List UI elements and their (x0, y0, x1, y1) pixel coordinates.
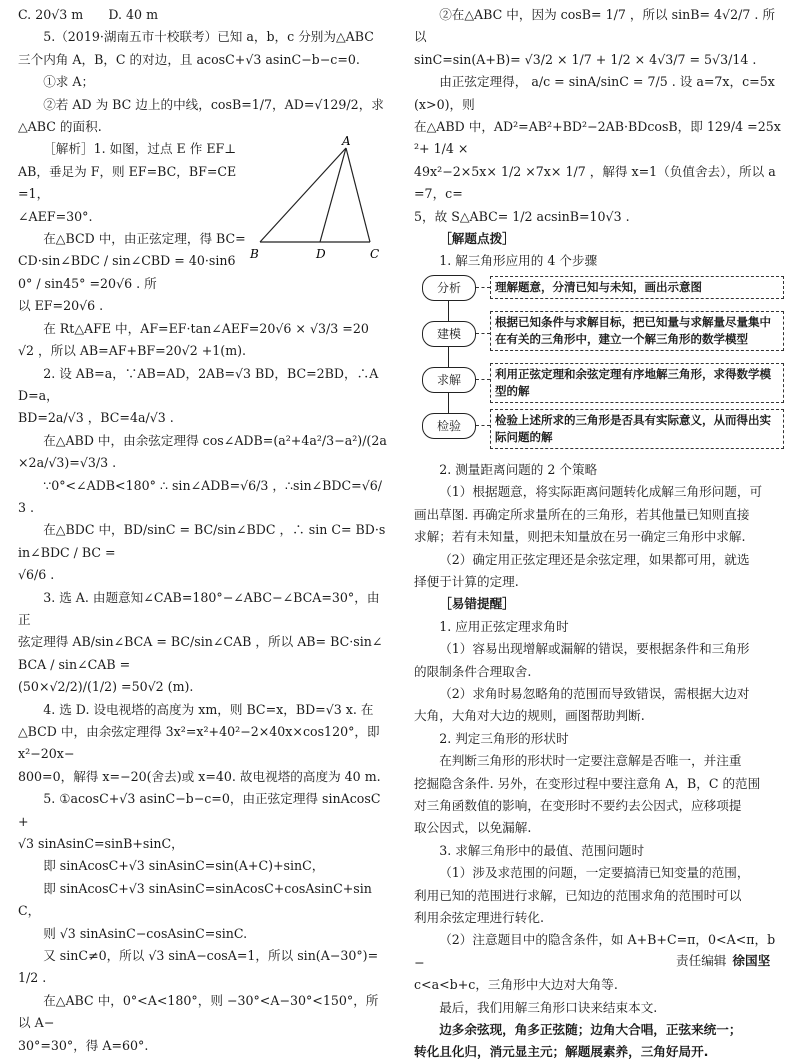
flow-link-1 (476, 287, 490, 288)
flow-box-verify: 检验上述所求的三角形是否具有实际意义，从而得出实际问题的解 (490, 409, 784, 449)
flow-box-solve: 利用正弦定理和余弦定理有序地解三角形，求得数学模型的解 (490, 363, 784, 403)
solution-5-line-5: 则 √3 sinAsinC−cosAsinC=sinC. (43, 925, 248, 941)
label-d: D (316, 247, 326, 261)
strategy-2-line-2: 择便于计算的定理. (414, 573, 519, 589)
flow-node-verify: 检验 (422, 413, 476, 439)
triangle-figure (246, 136, 386, 264)
label-c: C (370, 247, 380, 261)
solution-5-line-7: 在△ABC 中，0°<A<180°，则 −30°<A−30°<150°，所以 A− (18, 992, 379, 1031)
solution-1-line-5: 以 EF=20√6 . (18, 298, 104, 314)
solution-5-line-2: √3 sinAsinC=sinB+sinC， (18, 836, 184, 852)
solution-1-formula: CD·sin∠BDC / sin∠CBD = 40·sin60° / sin45° =20√6 . 所 (18, 253, 236, 291)
solution-3-result: (50×√2/2)/(1/2) =50√2 (m). (18, 679, 194, 695)
flow-connector-3 (448, 391, 449, 413)
solution-2-line-2: BD=2a/√3 ，BC=4a/√3 . (18, 410, 174, 426)
flow-box-model: 根据已知条件与求解目标，把已知量与求解量尽量集中在有关的三角形中，建立一个解三角形的数学模型 (490, 311, 784, 351)
part-2-line-4: 在△ABD 中，AD²=AB²+BD²−2AB·BDcosB，即 129/4 =25x²+ 1/4 × (414, 119, 781, 157)
pitfall-2-line-2: 挖掘隐含条件. 另外，在变形过程中要注意角 A，B，C 的范围 (414, 775, 761, 791)
tips-heading: ［解题点拨］ (439, 231, 515, 247)
question-5-line-1: 5.（2019·湖南五市十校联考）已知 a，b，c 分别为△ABC (43, 29, 374, 45)
strategy-1-line-3: 求解；若有未知量，则把未知量放在另一确定三角形中求解. (414, 529, 746, 545)
flow-connector-1 (448, 299, 449, 321)
flow-link-2 (476, 333, 490, 334)
answer-choices-cd: C. 20√3 m D. 40 m (18, 7, 159, 22)
closing-line: 最后，我们用解三角形口诀来结束本文. (439, 999, 658, 1015)
solution-5-line-3: 即 sinAcosC+√3 sinAsinC=sin(A+C)+sinC， (43, 858, 325, 874)
flow-link-3 (476, 379, 490, 380)
solution-5-line-4: 即 sinAcosC+√3 sinAsinC=sinAcosC+cosAsinC+sinC， (18, 880, 372, 919)
solution-3-line-2: 弦定理得 AB/sin∠BCA = BC/sin∠CAB ，所以 AB= BC·sin∠BCA / sin∠CAB = (18, 634, 383, 672)
question-5-line-2: 三个内角 A，B，C 的对边，且 acosC+√3 asinC−b−c=0. (18, 51, 360, 67)
editor-credit (676, 950, 770, 969)
mnemonic-line-1: 边多余弦现，角多正弦随；边角大合唱，正弦来统一； (439, 1022, 742, 1038)
pitfall-1-title: 1. 应用正弦定理求角时 (439, 618, 569, 634)
pitfall-3-2-line-1: （2）注意题目中的隐含条件，如 A+B+C=π，0<A<π，b− (414, 932, 776, 970)
pitfall-2-line-1: 在判断三角形的形状时一定要注意解是否唯一，并注重 (439, 753, 742, 769)
strategies-title: 2. 测量距离问题的 2 个策略 (439, 461, 598, 477)
pitfall-1-2-line-2: 大角，大角对大边的规则，画图帮助判断. (414, 708, 645, 724)
pitfall-2-line-4: 取公因式，以免漏解. (414, 820, 532, 836)
solution-4-line-2: △BCD 中，由余弦定理得 3x²=x²+40²−2×40x×cos120°，即 x²−20x− (18, 724, 380, 762)
flow-node-analyze: 分析 (422, 275, 476, 301)
solution-1-line-3: 在△BCD 中，由正弦定理，得 BC= (43, 231, 246, 247)
solution-1-result: √2 ，所以 AB=AF+BF=20√2 +1(m). (18, 343, 247, 359)
editor-name: 徐国坚 (732, 953, 771, 968)
solution-3-line-1: 3. 选 A. 由题意知∠CAB=180°−∠ABC−∠BCA=30°，由正 (18, 589, 380, 627)
editor-label: 责任编辑 (676, 953, 727, 968)
part-2-area-result: 5，故 S△ABC= 1/2 acsinB=10√3 . (414, 208, 630, 224)
solution-5-line-1: 5. ①acosC+√3 asinC−b−c=0，由正弦定理得 sinAcosC+ (18, 791, 381, 829)
solution-1-line-6: 在 Rt△AFE 中，AF=EF·tan∠AEF=20√6 × √3/3 =20 (43, 320, 369, 336)
flow-node-model: 建模 (422, 321, 476, 347)
solution-2-result: √6/6 . (18, 567, 55, 583)
part-2-line-2: sinC=sin(A+B)= √3/2 × 1/7 + 1/2 × 4√3/7 = 5√3/14 . (414, 51, 757, 67)
question-5-part-2-end: △ABC 的面积. (18, 119, 102, 135)
pitfall-3-1-line-2: 利用已知的范围进行求解，已知边的范围求角的范围时可以 (414, 887, 742, 903)
label-b: B (250, 247, 259, 261)
pitfall-3-1-line-1: （1）涉及求范围的问题，一定要搞清已知变量的范围， (439, 865, 750, 881)
pitfall-1-2-line-1: （2）求角时易忽略角的范围而导致错误，需根据大边对 (439, 685, 750, 701)
flow-connector-2 (448, 345, 449, 367)
solution-5-line-6: 又 sinC≠0，所以 √3 sinA−cosA=1，所以 sin(A−30°)= 1/2 . (18, 948, 379, 986)
part-2-line-5: 49x²−2×5x× 1/2 ×7x× 1/7 ，解得 x=1（负值舍去），所以 a=7，c= (414, 163, 776, 202)
solution-5-line-8: 30°=30°，得 A=60°. (18, 1037, 149, 1053)
part-2-line-3: 由正弦定理得， a/c = sinA/sinC = 7/5 . 设 a=7x，c=5x(x>0)，则 (414, 74, 775, 112)
flow-node-solve: 求解 (422, 367, 476, 393)
solution-4-line-1: 4. 选 D. 设电视塔的高度为 xm，则 BC=x，BD=√3 x. 在 (43, 701, 374, 717)
question-5-part-2: ②若 AD 为 BC 边上的中线，cosB=1/7，AD=√129/2，求 (43, 96, 384, 112)
pitfall-2-line-3: 对三角函数值的影响，在变形时不要约去公因式，应移项提 (414, 797, 742, 813)
analysis-heading-line: ［解析］1. 如图，过点 E 作 EF⊥ (43, 141, 237, 157)
label-a: A (342, 136, 351, 148)
four-steps-title: 1. 解三角形应用的 4 个步骤 (439, 253, 598, 269)
solution-4-line-3: 800=0，解得 x=−20(舍去)或 x=40. 故电视塔的高度为 40 m. (18, 768, 381, 784)
side-ac (346, 148, 370, 242)
part-2-line-1: ②在△ABC 中，因为 cosB= 1/7 ，所以 sinB= 4√2/7 . 所以 (414, 7, 775, 45)
pitfall-1-1-line-1: （1）容易出现增解或漏解的错误，要根据条件和三角形 (439, 641, 750, 657)
solution-2-cosine-rule: 在△ABD 中，由余弦定理得 cos∠ADB=(a²+4a²/3−a²)/(2a×2a/√3)=√3/3 . (18, 432, 387, 471)
pitfalls-heading: ［易错提醒］ (439, 596, 515, 612)
strategy-1-line-2: 画出草图. 再确定所求量所在的三角形，若其他量已知则直接 (414, 506, 750, 522)
strategy-1-line-1: （1）根据题意，将实际距离问题转化成解三角形问题，可 (439, 484, 763, 500)
solution-2-sine-rule: 在△BDC 中，BD/sinC = BC/sin∠BDC ，∴ sin C= BD·sin∠BDC / BC = (18, 522, 386, 560)
pitfall-3-1-line-3: 利用余弦定理进行转化. (414, 910, 544, 925)
pitfall-1-1-line-2: 的限制条件合理取舍. (414, 663, 532, 679)
solution-2-line-1: 2. 设 AB=a，∵AB=AD，2AB=√3 BD，BC=2BD，∴AD=a， (18, 365, 379, 403)
right-column (414, 4, 782, 1064)
solution-1-line-1: AB，垂足为 F，则 EF=BC，BF=CE=1， (18, 163, 237, 202)
pitfall-3-2-line-2: c<a<b+c，三角形中大边对大角等. (414, 977, 618, 993)
question-5-part-1: ①求 A； (43, 74, 95, 90)
solution-2-sine-values: ∵0°<∠ADB<180° ∴ sin∠ADB=√6/3 ，∴sin∠BDC=√6/3 . (18, 477, 382, 515)
flow-box-analyze: 理解题意，分清已知与未知，画出示意图 (490, 276, 784, 299)
steps-flowchart (414, 275, 782, 455)
pitfall-3-title: 3. 求解三角形中的最值、范围问题时 (439, 842, 645, 858)
mnemonic-line-2: 转化且化归，消元显主元；解题展素养，三角好局开. (414, 1044, 709, 1060)
strategy-2-line-1: （2）确定用正弦定理还是余弦定理，如果都可用，就选 (439, 551, 750, 567)
pitfall-2-title: 2. 判定三角形的形状时 (439, 730, 569, 746)
flow-link-4 (476, 425, 490, 426)
solution-1-line-2: ∠AEF=30°. (18, 208, 93, 224)
